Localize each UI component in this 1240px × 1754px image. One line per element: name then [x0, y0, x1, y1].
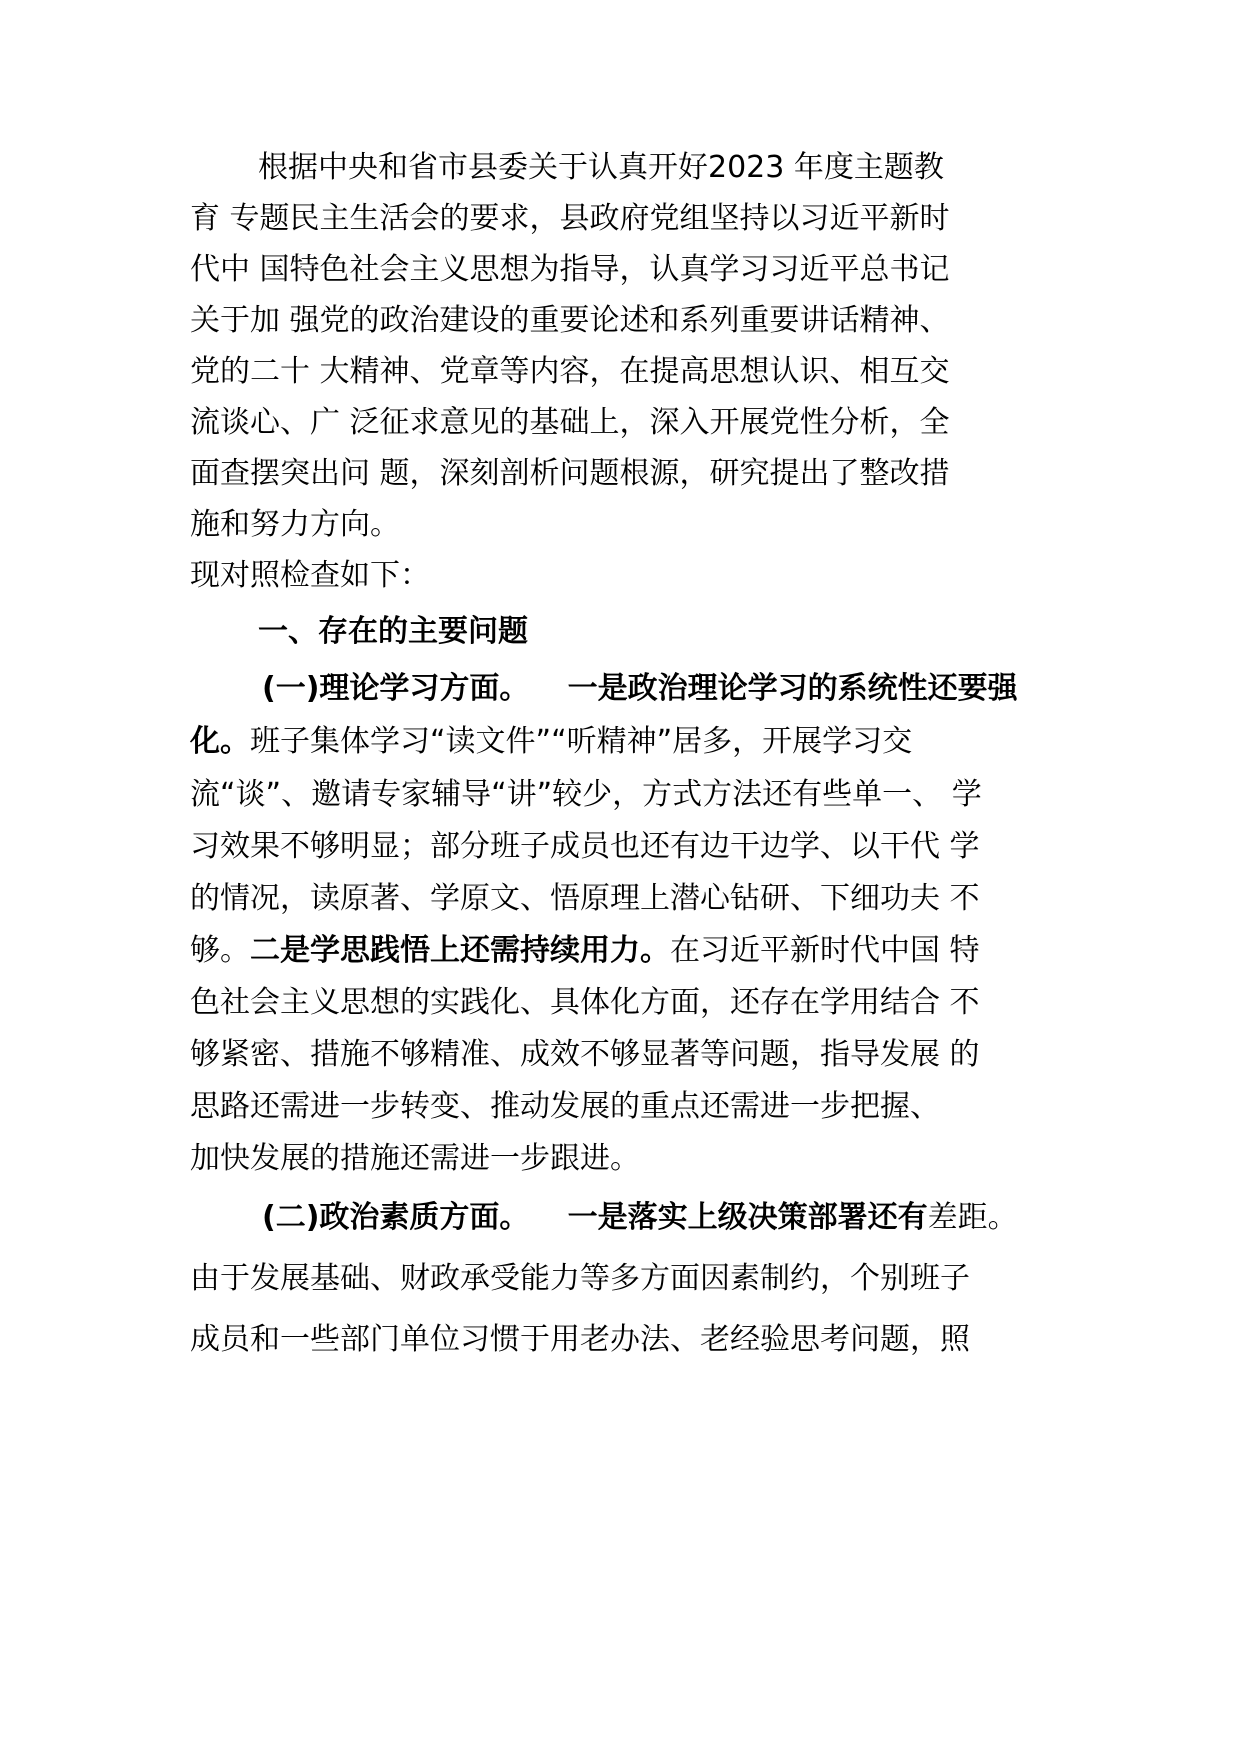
part2-line-3: 成员和一些部门单位习惯于用老办法、老经验思考问题，照 [190, 1322, 970, 1357]
part1-line-6-pre: 够。 [190, 933, 250, 968]
part1-first-line [262, 669, 1018, 709]
part1-line-5: 的情况，读原著、学原文、悟原理上潜心钻研、下细功夫 不 [190, 881, 980, 916]
intro-line-7: 面查摆突出问 题，深刻剖析问题根源，研究提出了整改措 [190, 456, 950, 491]
part1-line-10: 加快发展的措施还需进一步跟进。 [190, 1141, 640, 1176]
part1-line-9: 思路还需进一步转变、推动发展的重点还需进一步把握、 [190, 1089, 940, 1124]
intro-line-5: 党的二十 大精神、党章等内容，在提高思想认识、相互交 [190, 354, 950, 389]
part1-line-2-text: 班子集体学习“读文件”“听精神”居多，开展学习交 [250, 724, 913, 759]
intro-line-1: 根据中央和省市县委关于认真开好2023 年度主题教 [258, 150, 944, 185]
intro-line-9: 现对照检查如下： [190, 558, 430, 593]
part1-heading: (一)理论学习方面。 [262, 671, 530, 706]
intro-line-4: 关于加 强党的政治建设的重要论述和系列重要讲话精神、 [190, 303, 950, 338]
part2-heading: (二)政治素质方面。 [262, 1200, 530, 1235]
intro-line-3: 代中 国特色社会主义思想为指导，认真学习习近平总书记 [190, 252, 950, 287]
intro-line-6: 流谈心、广 泛征求意见的基础上，深入开展党性分析，全 [190, 405, 950, 440]
part2-line-2: 由于发展基础、财政承受能力等多方面因素制约，个别班子 [190, 1261, 970, 1296]
part1-point1-title: 一是政治理论学习的系统性还要强 [567, 671, 1018, 706]
part1-line-4: 习效果不够明显；部分班子成员也还有边干边学、以干代 学 [190, 829, 980, 864]
part1-point1-title-end: 化。 [190, 724, 250, 759]
part1-line-3: 流“谈”、邀请专家辅导“讲”较少，方式方法还有些单一、 学 [190, 777, 982, 812]
part2-point1-title: 一是落实上级决策部署还有 [567, 1200, 928, 1235]
intro-line-8: 施和努力方向。 [190, 507, 400, 542]
part1-line-8: 够紧密、措施不够精准、成效不够显著等问题，指导发展 的 [190, 1037, 980, 1072]
part2-point1-title-end: 差距。 [927, 1200, 1018, 1235]
part1-line-6-text: 在习近平新时代中国 特 [670, 933, 980, 968]
part1-point2-title: 二是学思践悟上还需持续用力。 [250, 933, 670, 968]
intro-line-2: 育 专题民主生活会的要求，县政府党组坚持以习近平新时 [190, 201, 950, 236]
section-heading: 一、存在的主要问题 [258, 614, 528, 649]
part2-first-line [262, 1198, 1018, 1238]
part1-line-7: 色社会主义思想的实践化、具体化方面，还存在学用结合 不 [190, 985, 980, 1020]
part1-line-6 [190, 931, 980, 971]
part1-line-2 [190, 722, 912, 762]
